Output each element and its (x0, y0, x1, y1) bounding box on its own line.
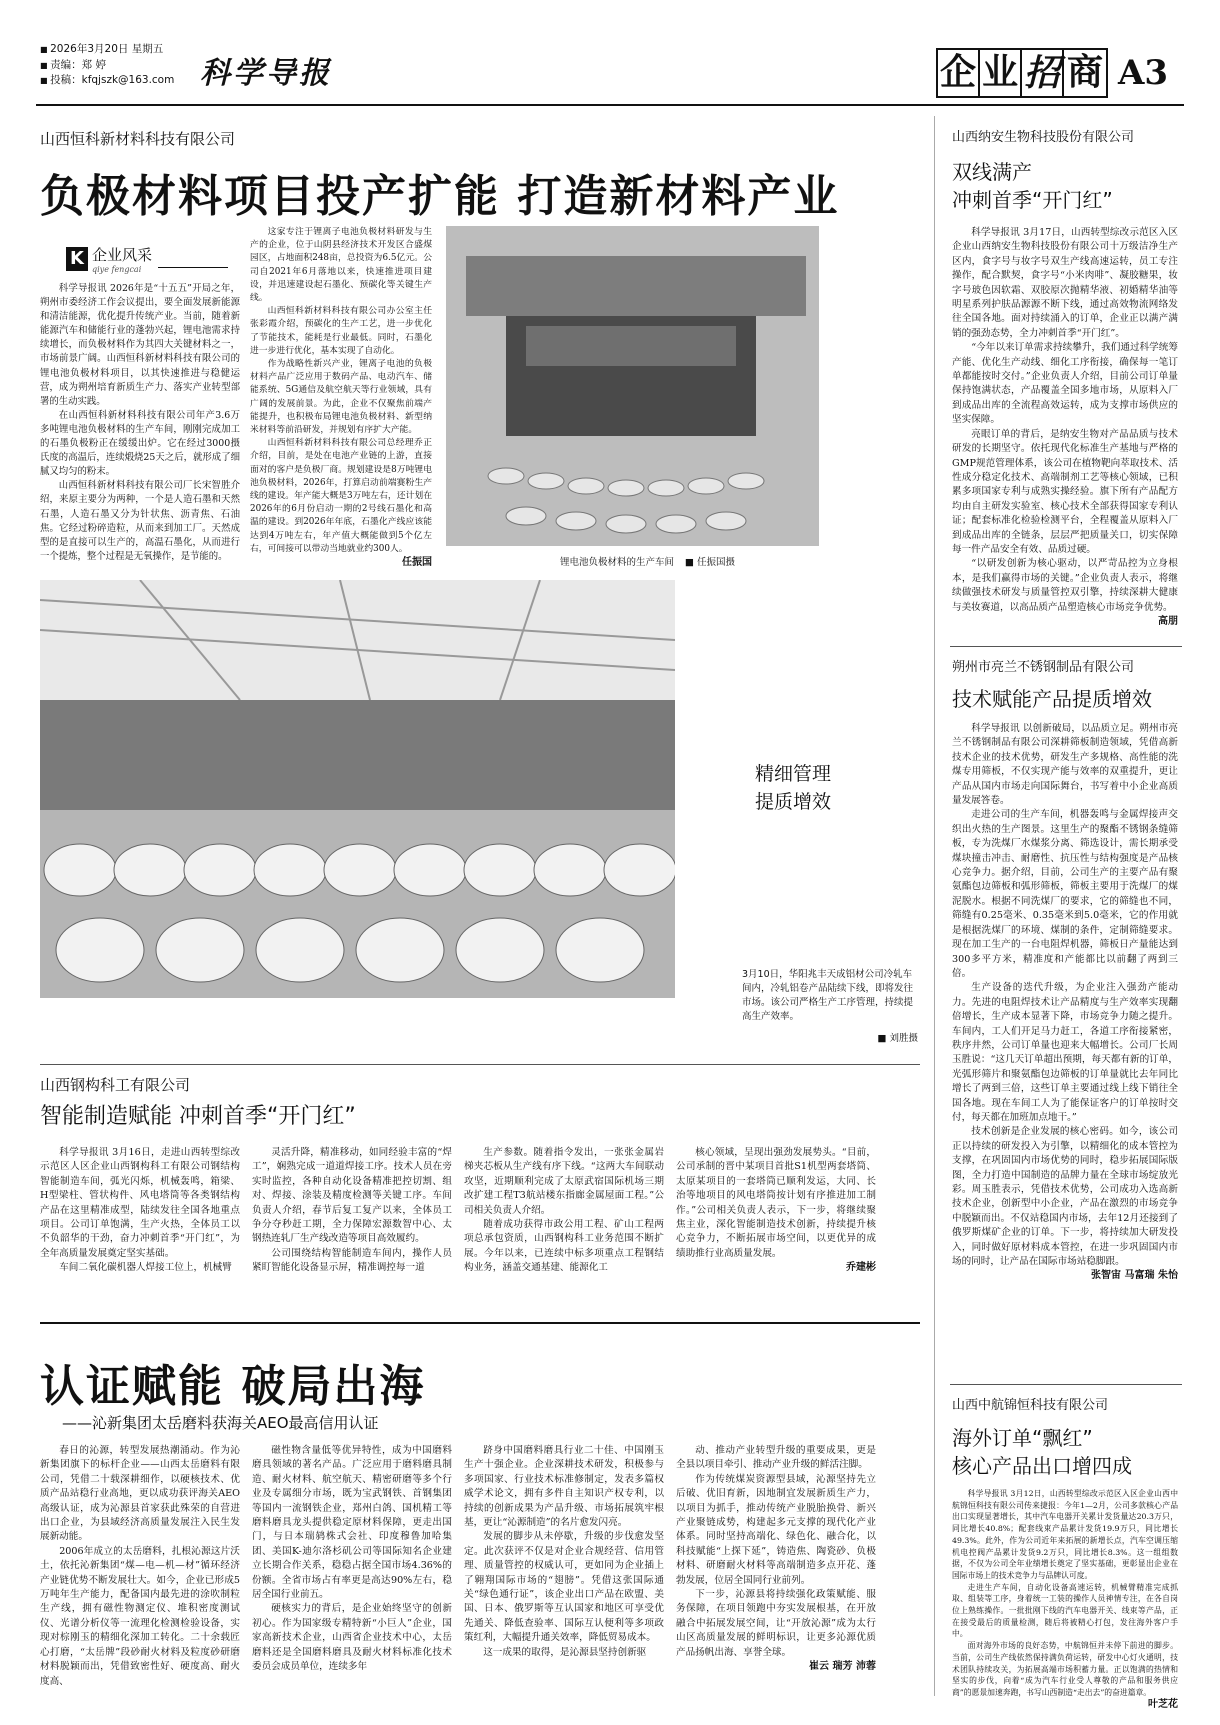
column-divider (934, 116, 935, 1696)
steel-headline: 智能制造赋能 冲刺首季“开门红” (40, 1104, 356, 1129)
aeo-byline: 崔云 瑞芳 沛蓉 (809, 1661, 876, 1673)
paragraph: 山西恒科新材料科技有限公司总经理乔正介绍，目前，是处在电池产业链的上游，直接面对的客户是负极厂商。规划建设是8万吨锂电池负极材料，2026年，打算启动前端赛粉生产线的建设。年产能大概是3万吨左右，还计划在2026年的6月份启动一期的2号线石墨化和高温的建设。到2026年年底，石墨化产线应该能达到4万吨左右，年产值大概能做到5个亿左右，可间接可以带动当地就业约300人。 (250, 438, 432, 554)
paragraph: 2006年成立的太岳磨料，扎根沁源这片沃土，依托沁新集团“煤—电—机—材”循环经济产业链优势不断发展壮大。如今，企业已形成5万吨年生产能力，配备国内最先进的涂吹制粒生产线，拥有磁性物测定仪、堆积密度测试仪、光谱分析仪等一流理化检测检验设备，实现对棕刚玉的精细化深加工转化。二十余载匠心打磨，“太岳牌”段砂耐火材料及粒度砂研磨材料脱颖而出，凭借致密性好、硬度高、耐火度高、 (40, 1545, 240, 1687)
aeo-col-1 (40, 1444, 240, 1689)
aeo-col-3 (464, 1444, 664, 1660)
section-rule (40, 1322, 920, 1324)
aeo-col-4 (676, 1444, 876, 1675)
masthead-logo: 科学导报 (200, 56, 332, 91)
right1-byline: 高朋 (1158, 615, 1178, 627)
paragraph: 走进生产车间，自动化设备高速运转，机械臂精准完成抓取、组装等工序，身着统一工装的操作人员神情专注，在各自岗位上熟练操作。一批批刚下线的汽车电器开关、线束等产品，正在接受最后的质量检测，随后将被精心打包，发往海外客户手中。 (952, 1582, 1178, 1639)
paragraph: 面对海外市场的良好态势，中航锦恒并未停下前进的脚步。当前，公司生产线依然保持满负荷运转，研发中心灯火通明，技术团队持续攻关，为拓展高端市场积蓄力量。正以饱满的热情和坚实的步伐，向着“成为汽车行业受人尊敬的产品和服务供应商”的愿景加速奔跑，书写山西制造“走出去”的奋进篇章。 (952, 1641, 1178, 1697)
paragraph: “今年以来订单需求持续攀升，我们通过科学统筹产能、优化生产动线、细化工序衔接，确保每一笔订单都能按时交付。”企业负责人介绍，目前公司订单量保持饱满状态，产品覆盖全国多地市场，从原料入厂到成品出库的全流程高效运转，成为支撑市场供应的坚实保障。 (952, 342, 1178, 426)
main-col-1 (40, 282, 240, 564)
aluminum-photo (40, 580, 675, 998)
caption-credit: 任振国摄 (697, 557, 736, 568)
caption-text: 锂电池负极材料的生产车间 (560, 557, 675, 568)
k-logo-icon: K (66, 247, 88, 271)
main-headline: 负极材料项目投产扩能 打造新材料产业 (40, 171, 840, 222)
section-char: 业 (980, 50, 1022, 96)
header-rule (36, 104, 1184, 106)
factory-photo-illustration (446, 226, 819, 546)
main-byline: 任振国 (402, 557, 432, 569)
headline-line: 海外订单“飘红” (952, 1426, 1093, 1450)
column-logo-pinyin: qiye fengcai (92, 265, 142, 274)
paragraph: 科学导报讯 以创新破局，以品质立足。朔州市亮兰不锈钢制品有限公司深耕筛板制造领域，凭借高新技术企业的技术优势，研发生产多规格、高性能的洗煤专用筛板，不仅实现产能与效率的双重提升，更让产品从国内市场走向国际舞台，书写着中小企业高质量发展答卷。 (952, 723, 1178, 807)
aeo-col-2 (252, 1444, 452, 1675)
column-logo (66, 244, 228, 274)
section-rule (950, 646, 1182, 647)
paragraph: 硬核实力的背后，是企业始终坚守的创新初心。作为国家级专精特新“小巨人”企业，国家高新技术企业，山西省企业技术中心，太岳磨料还是全国磨料磨具及耐火材料标准化技术委员会成员单位，连续多年 (252, 1603, 452, 1673)
paragraph: 山西恒科新材料科技有限公司办公室主任张彩霞介绍，预碳化的生产工艺，进一步优化了节能技术，能耗是行业最低。同时，石墨化进一步进行优化，基本实现了自动化。 (250, 306, 432, 356)
paragraph: 科学导报讯 3月17日，山西转型综改示范区入区企业山西纳安生物科技股份有限公司十万级洁净生产区内，食字号与妆字号双生产线高速运转，员工专注操作，配合默契，食字号“小米肉啡”、凝胶糖果，妆字号玻色因软霜、双胶原次抛精华液、初婚精华油等明星系列护肤品源源不断下线，通过高效物流网络发往全国各地。面对持续涌入的订单，企业正以满产满销的强劲态势，全力冲刺首季“开门红”。 (952, 227, 1178, 339)
steel-col-1 (40, 1146, 240, 1276)
factory-photo-caption: 锂电池负极材料的生产车间 ■ 任振国摄 (560, 557, 736, 568)
right2-byline: 张智宙 马富瑞 朱怡 (1091, 1270, 1178, 1282)
photo2-title-line: 提质增效 (755, 791, 832, 813)
right2-company: 朔州市亮兰不锈钢制品有限公司 (952, 660, 1135, 675)
logo-rule (158, 267, 228, 268)
paragraph: 这家专注于锂离子电池负极材料研发与生产的企业，位于山阴县经济技术开发区合盛煤园区，占地面积248亩，总投资为6.5亿元。公司自2021年6月落地以来，快速推进项目建设，并迅速建设起石墨化、预碳化等关键生产线。 (250, 227, 432, 304)
paragraph: 核心领域，呈现出强劲发展势头。“目前，公司承制的晋中某项目首批S1机型两套塔筒、太原某项目的一套塔筒已顺利发运，大同、长治等地项目的风电塔筒按计划有序推进加工制作。”公司相关负责人表示，下一步，将继续聚焦主业，深化智能制造技术创新，持续提升核心竞争力，不断拓展市场空间，以更优异的成绩助推行业高质量发展。 (676, 1147, 876, 1259)
steel-company: 山西钢构科工有限公司 (40, 1076, 191, 1094)
aluminum-photo-illustration (40, 580, 675, 998)
headline-line: 双线满产 (952, 160, 1032, 184)
main-col-2 (250, 226, 432, 569)
paragraph: 这一成果的取得，是沁源县坚持创新驱 (483, 1646, 647, 1658)
section-rule (40, 1064, 920, 1065)
issue-date: ■ 2026年3月20日 星期五 (40, 42, 174, 58)
headline-line: 冲刺首季“开门红” (952, 188, 1113, 212)
right2-body (952, 722, 1178, 1284)
paragraph: 车间二氧化碳机器人焊接工位上，机械臂 (59, 1262, 232, 1274)
paragraph: 科学导报讯 3月12日，山西转型综改示范区入区企业山西中航锦恒科技有限公司传来捷报：今年1—2月，公司多款核心产品出口实现显著增长，其中汽车电器开关累计发货量达20.3万只，同比增长40.8%；配套线束产品累计发货19.9万只，同比增长49.3%。此外，作为公司近年来拓展的新增长点，汽车空调压缩机电控阀产品累计发货9.2万只，同比增长8.3%。这一组组数据，不仅为公司全年业绩增长奠定了坚实基础，更彰显出企业在国际市场上的技术竞争力与品牌认可度。 (952, 1489, 1178, 1580)
paragraph: 公司围绕结构智能制造车间内，操作人员紧盯智能化设备显示屏，精准调控每一道 (252, 1247, 452, 1274)
steel-col-4 (676, 1146, 876, 1276)
issue-editor: ■ 责编：郑 婷 (40, 58, 174, 74)
right3-company: 山西中航锦恒科技有限公司 (952, 1398, 1109, 1413)
paragraph: 动、推动产业转型升级的重要成果，更是全县以项目牵引、推动产业升级的鲜活注脚。 (676, 1445, 876, 1471)
steel-col-3 (464, 1146, 664, 1276)
headline-line: 核心产品出口增四成 (952, 1454, 1132, 1478)
right3-headline (952, 1424, 1132, 1480)
caption-credit: 刘胜摄 (889, 1033, 918, 1044)
issue-meta (40, 42, 174, 89)
right1-company: 山西纳安生物科技股份有限公司 (952, 130, 1135, 145)
column-logo-title: 企业风采 (92, 246, 153, 264)
paragraph: “以研发创新为核心驱动，以严苛品控为立身根本，是我们赢得市场的关键。”企业负责人表示，将继续做强技术研发与质量管控双引擎，持续深耕大健康与美妆赛道，以高品质产品塑造核心市场竞争优势。 (952, 558, 1178, 613)
section-char: 企 (938, 50, 980, 96)
steel-byline: 乔建彬 (846, 1262, 876, 1274)
paragraph: 技术创新是企业发展的核心密码。如今，该公司正以持续的研发投入为引擎，以精细化的成本管控为支撑，在巩固国内市场优势的同时，稳步拓展国际版图，全力打造中国制造的品牌力量在全球市场绽放光彩。周玉胜表示，凭借技术优势，公司成功入选高新技术企业，创新型中小企业，产品在激烈的市场竞争中脱颖而出。不仅站稳国内市场，去年12月还接到了俄罗斯煤矿企业的订单。下一步，将持续加大研发投入，同时做好原材料成本管控，在进一步巩固国内市场的同时，让产品在国际市场站稳脚跟。 (952, 1126, 1178, 1268)
caption-text: 3月10日，华阳兆丰天成铝材公司冷轧车间内，冷轧铝卷产品陆续下线，即将发往市场。该公司严格生产工序管理，持续提高生产效率。 (742, 969, 914, 1022)
right3-body (952, 1488, 1178, 1710)
paragraph: 在山西恒科新材料科技有限公司年产3.6万多吨锂电池负极材料的生产车间，刚刚完成加工的石墨负极粉正在缓缓出炉。它在经过3000摄氏度的高温后，连续煅烧25天之后，就形成了细腻又均匀的粉末。 (40, 409, 240, 478)
issue-email: ■ 投稿：kfqjszk@163.com (40, 73, 174, 89)
section-char: 招 (1022, 50, 1064, 96)
main-company: 山西恒科新材料科技有限公司 (40, 130, 236, 148)
paragraph: 随着成功获得市政公用工程、矿山工程两项总承包资质，山西钢构科工业务范围不断扩展。今年以来，已连续中标多项重点工程钢结构业务，涵盖交通基建、能源化工 (464, 1219, 664, 1274)
photo2-title (755, 760, 831, 816)
right1-body (952, 226, 1178, 629)
factory-photo (446, 226, 819, 546)
paragraph: 走进公司的生产车间，机器轰鸣与金属焊接声交织出火热的生产图景。这里生产的聚酯不锈钢条缝筛板，专为洗煤厂水煤浆分离、筛选设计，需长期承受煤块撞击冲击、耐磨性、抗压性与结构强度是产品核心竞争力。据介绍，目前，公司生产的主要产品有聚氨酯包边筛板和弧形筛板，筛板主要用于洗煤厂的煤泥脱水。根据不同洗煤厂的要求，它的筛缝也不同，筛缝有0.25毫米、0.35毫米到5.0毫米，它的作用就是根据洗煤厂的环境、煤制的条件，定制筛缝要求。现在加工生产的一台电阻焊机器，筛板日产量能达到300多平方米，精准度和产能都比以前翻了两到三倍。 (952, 809, 1178, 979)
paragraph: 发展的脚步从未停歇，升级的步伐愈发坚定。此次获评不仅是对企业合规经营、信用管理、质量管控的权威认可，更如同为企业插上了翱翔国际市场的“翅膀”。凭借这张国际通关“绿色通行证”，该企业出口产品在欧盟、美国、日本、俄罗斯等互认国家和地区可享受优先通关、降低查验率、国际互认便利等多项政策红利，大幅提升通关效率，降低贸易成本。 (464, 1531, 664, 1644)
aeo-headline: 认证赋能 破局出海 (40, 1361, 426, 1412)
steel-col-2 (252, 1146, 452, 1276)
paragraph: 科学导报讯 3月16日，走进山西转型综改示范区人区企业山西钢构科工有限公司钢结构智能制造车间，弧光闪烁，机械轰鸣，箱梁、H型梁柱、管状构件、风电塔筒等各类钢结构产品在这里精准成型，陆续发往全国各地重点项目。公司订单饱满，生产火热，全体员工以不负韶华的干劲，奋力冲刺首季“开门红”，为全年高质量发展奠定坚实基础。 (40, 1147, 240, 1259)
paragraph: 科学导报讯 2026年是“十五五”开局之年，朔州市委经济工作会议提出，要全面发展新能源和清洁能源，优化提升传统产业。当前，随着新能源汽车和储能行业的蓬勃兴起，锂电池需求持续增长，而负极材料作为其四大关键材料之一，市场前景广阔。山西恒科新材料科技有限公司的锂电池负极材料项目，以其快速推进与稳健运营，成为朔州培育新质生产力、落实产业转型部署的生动实践。 (40, 283, 240, 407)
aeo-subheadline: ——沁新集团太岳磨料获海关AEO最高信用认证 (62, 1414, 379, 1432)
paragraph: 生产参数。随着指令发出，一张张金属岩梯夹芯板从生产线有序下线。“这两大车间联动攻坚，近期顺利完成了太原武宿国际机场三期改扩建工程T3航站楼东指廊金属屋面工程。”公司相关负责人介绍。 (464, 1147, 664, 1216)
paragraph: 作为战略性新兴产业，锂离子电池的负极材料产品广泛应用于数码产品、电动汽车、储能系统、5G通信及航空航天等行业领域，具有广阔的发展前景。为此，企业不仅聚焦前端产能提升，也积极布局锂电池负极材料、新型纳米材料等前沿研发，并规划有序扩大产能。 (250, 359, 432, 436)
paragraph: 春日的沁源，转型发展热潮涌动。作为沁新集团旗下的标杆企业——山西太岳磨料有限公司，凭借二十载深耕细作，以硬核技术、优质产品站稳行业高地，更以成功获评海关AEO高级认证，成为沁源县首家获此殊荣的自营进出口企业，为县域经济高质量发展注入民生发展新动能。 (40, 1445, 240, 1543)
paragraph: 磁性物含量低等优异特性，成为中国磨料磨具领域的著名产品。广泛应用于磨料磨具制造、耐火材料、航空航天、精密研磨等多个行业及专属细分市场，既为宝武钢铁、首钢集团等国内一流钢铁企业，郑州白鸽、国机精工等磨料磨具龙头提供稳定原材料保障，更走出国门，与日本瑞鸫株式会社、印度穆鲁加哈集团、美国K-迪尔洛杉矶公司等国际知名企业建立长期合作关系，稳稳占据全国市场4.36%的份额。全省市场占有率更是高达90%左右，稳居全国行业前五。 (252, 1445, 452, 1601)
right1-headline (952, 158, 1113, 214)
paragraph: 生产设备的迭代升级，为企业注入强劲产能动力。先进的电阻焊技术让产品精度与生产效率实现翻倍增长，生产成本显著下降，市场竞争力随之提升。车间内，工人们开足马力赶工，各道工序衔接紧密，秩序井然，公司订单量也迎来大幅增长。公司厂长周玉胜说：“这几天订单超出预期，每天都有新的订单，光弧形筛片和聚氨酯包边筛板的订单量就比去年同比增长了两到三倍，这些订单主要通过线上线下销往全国各地。现在车间工人为了能保证客户的订单按时交付，每天都在加班加点地干。” (952, 982, 1178, 1123)
section-char: 商 (1066, 52, 1103, 93)
paragraph: 作为传统煤炭资源型县域，沁源坚持先立后破、优旧育新，因地制宜发展新质生产力，以项目为抓手，推动传统产业脱胎换骨、新兴产业聚链成势，构建起多元支撑的现代化产业体系。同时坚持高端化、绿色化、融合化，以科技赋能“上探下延”，铸造焦、陶瓷砂、负极材料、研磨耐火材料等高端制造多点开花、蓬勃发展，位居全国同行业前列。 (676, 1473, 876, 1586)
right2-headline: 技术赋能产品提质增效 (952, 687, 1152, 711)
photo2-caption: 3月10日，华阳兆丰天成铝材公司冷轧车间内，冷轧铝卷产品陆续下线，即将发往市场。该公司严格生产工序管理，持续提高生产效率。 ■ 刘胜摄 (742, 969, 918, 1044)
photo2-title-line: 精细管理 (755, 763, 832, 785)
section-banner (936, 48, 1168, 98)
right3-byline: 叶芝花 (1148, 1698, 1178, 1710)
paragraph: 灵活升降，精准移动，如同经验丰富的“焊工”，娴熟完成一道道焊接工序。技术人员在旁实时监控，各种自动化设备精准把控切割、组对、焊接、涂装及精度检测等关键工序。车间负责人介绍，春节后复工复产以来，全体员工争分夺秒赶工期，全力保障宏源数智中心、太钢热连轧厂生产线改造等项目高效履约。 (252, 1147, 452, 1245)
section-rule (950, 1384, 1182, 1385)
paragraph: 山西恒科新材料科技有限公司厂长宋智胜介绍，来原主要分为两种，一个是人造石墨和天然石墨，人造石墨又分为针状焦、沥青焦、石油焦。它经过粉碎造粒，从而来到加工厂。天然成型的是直接可以生产的，高温石墨化，从而进行一个提炼，整个过程是无氧操作，是节能的。 (40, 480, 240, 562)
page-number: A3 (1117, 53, 1168, 93)
paragraph: 亮眼订单的背后，是纳安生物对产品品质与技术研发的长期坚守。依托现代化标准生产基地与严格的GMP规范管理体系，该公司在植物靶向萃取技术、活性成分稳定化技术、高端制剂工艺等核心领域，已积累多项国家专利与成熟实操经验。旗下所有产品配方均由自主研发实验室、核心技术全部获得国家专利认证；配套标准化检验检测平台，全程覆盖从原料入厂到成品出库的全链条，层层严把质量关口，切实保障每一件产品安全有效、品质过硬。 (952, 428, 1178, 555)
paragraph: 跻身中国磨料磨具行业二十佳、中国刚玉生产十强企业。企业深耕技术研发，积极参与多项国家、行业技术标准修制定，发表多篇权威学术论文，拥有多件自主知识产权专利，以持续的创新成果为产品升级、市场拓展筑牢根基，更让“沁源制造”的名片愈发闪亮。 (464, 1445, 664, 1529)
paragraph: 下一步，沁源县将持续强化政策赋能、服务保障，在项目领跑中夯实发展根基，在开放融合中拓展发展空间，让“开放沁源”成为太行山区高质量发展的鲜明标识，让更多沁源优质产品扬帆出海、享誉全球。 (676, 1589, 876, 1658)
